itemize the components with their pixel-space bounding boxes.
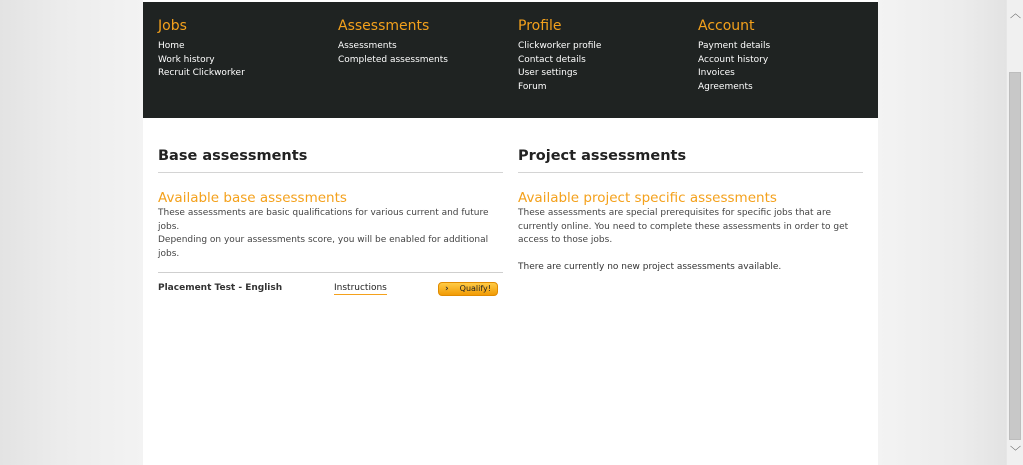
nav-column-assessments (338, 18, 448, 67)
project-assessments-section (518, 146, 863, 274)
nav-column-profile (518, 18, 601, 94)
no-project-assessments-message: There are currently no new project assessments available. (518, 261, 782, 272)
nav-link-contact-details[interactable]: Contact details (518, 54, 586, 65)
nav-link-agreements[interactable]: Agreements (698, 81, 753, 92)
nav-link-work-history[interactable]: Work history (158, 54, 215, 65)
nav-heading-jobs: Jobs (158, 18, 187, 34)
base-assessments-title: Base assessments (158, 146, 503, 173)
nav-link-user-settings[interactable]: User settings (518, 68, 578, 78)
nav-link-recruit-clickworker[interactable]: Recruit Clickworker (158, 68, 245, 78)
available-base-assessments-heading: Available base assessments (158, 190, 347, 206)
nav-heading-account: Account (698, 18, 755, 34)
nav-link-invoices[interactable]: Invoices (698, 68, 735, 78)
chevron-up-icon[interactable]: ︿ (1010, 7, 1021, 20)
vertical-scrollbar[interactable] (1006, 0, 1023, 465)
nav-link-assessments[interactable]: Assessments (338, 41, 397, 51)
qualify-button[interactable] (438, 282, 498, 296)
assessment-row (158, 273, 503, 295)
nav-link-account-history[interactable]: Account history (698, 54, 769, 65)
scrollbar-thumb[interactable] (1009, 72, 1021, 440)
project-assessments-title: Project assessments (518, 146, 863, 173)
nav-link-clickworker-profile[interactable]: Clickworker profile (518, 41, 602, 51)
qualify-label: Qualify! (459, 284, 491, 293)
base-assessments-section (158, 146, 503, 295)
chevron-down-icon[interactable]: ﹀ (1010, 445, 1021, 458)
base-assessments-description: These assessments are basic qualifications for various current and future jobs. (158, 208, 489, 232)
project-assessments-description: These assessments are special prerequisites for specific jobs that are currently online. You need to complete these assessments in order to get access to those jobs. (518, 208, 849, 245)
nav-link-home[interactable]: Home (158, 41, 185, 51)
nav-link-completed-assessments[interactable]: Completed assessments (338, 54, 448, 65)
nav-heading-assessments: Assessments (338, 18, 430, 34)
nav-link-payment-details[interactable]: Payment details (698, 41, 771, 51)
available-project-assessments-heading: Available project specific assessments (518, 190, 777, 206)
base-assessments-description-2: Depending on your assessments score, you will be enabled for additional jobs. (158, 235, 489, 259)
top-navigation (143, 2, 878, 118)
nav-column-account (698, 18, 770, 94)
nav-link-forum[interactable]: Forum (518, 81, 547, 92)
page-container (143, 0, 878, 465)
nav-column-jobs (158, 18, 245, 81)
assessment-name: Placement Test - English (158, 283, 283, 293)
chevron-right-icon: › (445, 284, 449, 294)
nav-heading-profile: Profile (518, 18, 562, 34)
instructions-link[interactable]: Instructions (334, 283, 387, 293)
